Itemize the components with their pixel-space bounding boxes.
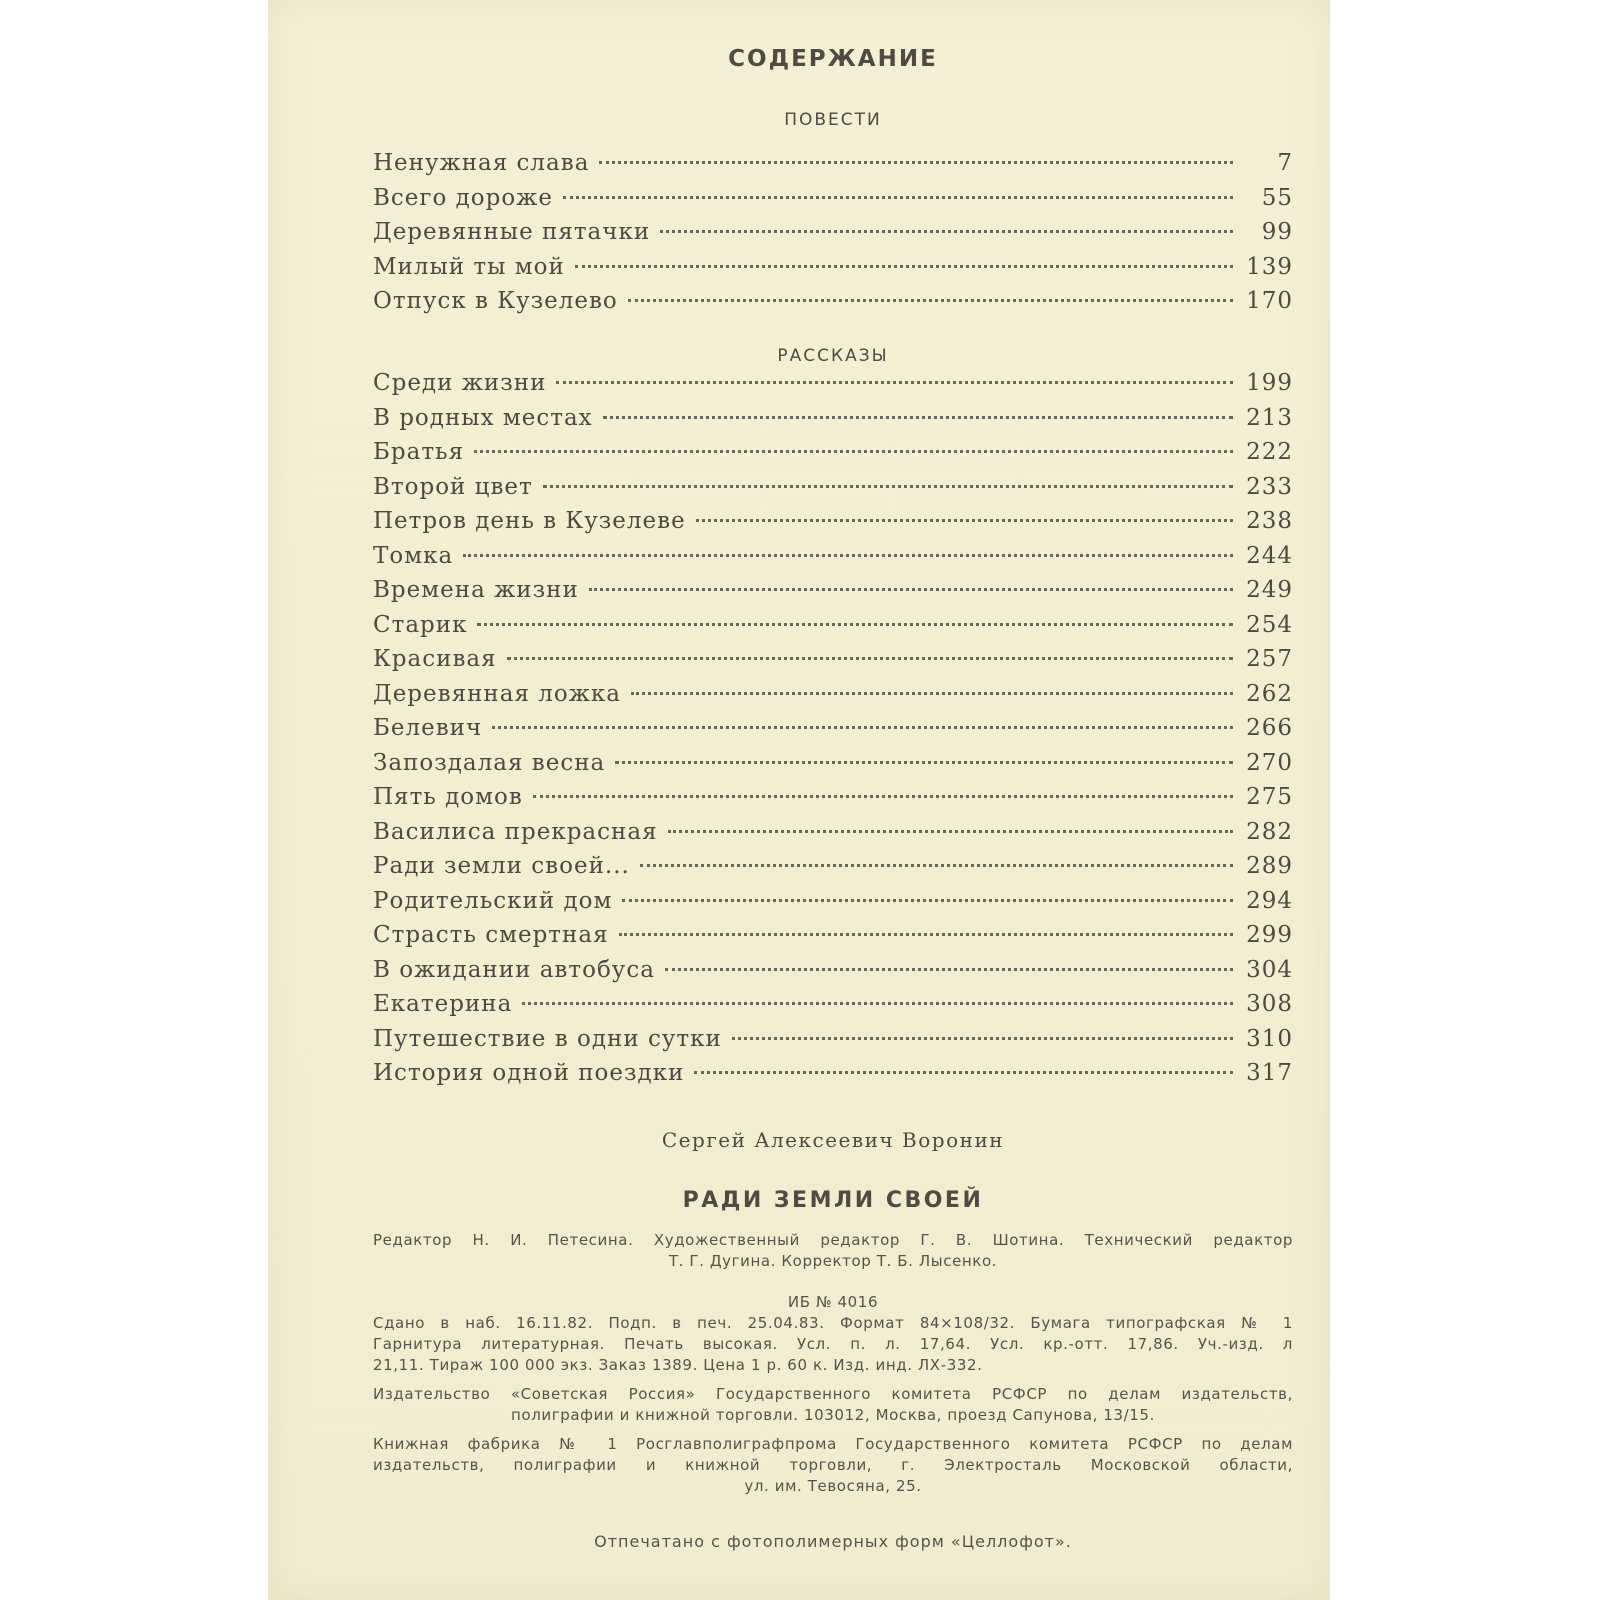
editors-credits: [373, 1230, 1293, 1272]
leader-dots: [556, 381, 1233, 384]
author-name: Сергей Алексеевич Воронин: [661, 1128, 1005, 1152]
toc-entry-title: Старик: [373, 611, 468, 638]
toc-entry: [373, 288, 1293, 323]
toc-entry-title: Родительский дом: [373, 887, 613, 914]
leader-dots: [665, 968, 1233, 971]
toc-entry: [373, 405, 1293, 440]
toc-entry-title: Среди жизни: [373, 370, 547, 396]
toc-entry: [373, 150, 1293, 185]
toc-entry-page: 294: [1246, 887, 1293, 914]
publisher-info: [373, 1384, 1293, 1426]
toc-entry-title: Петров день в Кузелеве: [373, 508, 686, 534]
leader-dots: [696, 519, 1233, 522]
printing-note: Отпечатано с фотополимерных форм «Целлофот».: [594, 1532, 1072, 1551]
toc-entry-title: Времена жизни: [373, 577, 579, 603]
leader-dots: [543, 485, 1233, 488]
toc-entry-page: 308: [1246, 991, 1293, 1017]
toc-entry: [373, 1026, 1293, 1061]
factory-info: [373, 1434, 1293, 1497]
toc-entry: [373, 1060, 1293, 1095]
toc-entry-title: Деревянная ложка: [373, 680, 621, 707]
toc-entry: [373, 784, 1293, 819]
book-page: [268, 0, 1330, 1600]
toc-entry-title: Милый ты мой: [373, 253, 565, 280]
leader-dots: [628, 299, 1233, 302]
toc-entry-title: В родных местах: [373, 404, 593, 431]
toc-entry-title: Отпуск в Кузелево: [373, 288, 618, 314]
toc-entry: [373, 888, 1293, 923]
toc-entry-page: 262: [1246, 680, 1293, 707]
toc-entry-title: Запоздалая весна: [373, 749, 606, 776]
leader-dots: [522, 1002, 1233, 1005]
toc-entry: [373, 254, 1293, 289]
leader-dots: [533, 795, 1233, 798]
toc-entry-page: 275: [1246, 784, 1293, 810]
leader-dots: [507, 657, 1233, 660]
leader-dots: [563, 196, 1233, 199]
toc-entry: [373, 474, 1293, 509]
toc-entry-page: 233: [1246, 473, 1293, 500]
toc-entry-page: 304: [1246, 956, 1293, 983]
toc-entry-page: 7: [1277, 150, 1293, 176]
toc-entry-title: Страсть смертная: [373, 922, 609, 948]
toc-entry: [373, 991, 1293, 1026]
toc-entry-title: Томка: [373, 542, 454, 569]
editors-line: Редактор Н. И. Петесина. Художественный редактор Г. В. Шотина. Технический редактор: [373, 1231, 1293, 1249]
toc-entry-title: Ненужная слава: [373, 150, 590, 176]
contents-title: СОДЕРЖАНИЕ: [728, 46, 938, 72]
leader-dots: [668, 830, 1233, 833]
toc-entry-page: 289: [1246, 853, 1293, 879]
toc-entry-page: 249: [1246, 577, 1293, 603]
publisher-line: полиграфии и книжной торговли. 103012, Москва, проезд Сапунова, 13/15.: [511, 1406, 1155, 1424]
toc-entry: [373, 853, 1293, 888]
toc-entry: [373, 750, 1293, 785]
print-line: 21,11. Тираж 100 000 экз. Заказ 1389. Цена 1 р. 60 к. Изд. инд. ЛХ-332.: [373, 1356, 983, 1374]
leader-dots: [603, 416, 1233, 419]
leader-dots: [474, 450, 1233, 453]
toc-entry-title: Второй цвет: [373, 473, 533, 500]
factory-line: ул. им. Тевосяна, 25.: [744, 1477, 922, 1495]
toc-entry-page: 254: [1246, 611, 1293, 638]
toc-entry-page: 244: [1246, 542, 1293, 569]
leader-dots: [694, 1071, 1233, 1074]
toc-entry-title: Деревянные пятачки: [373, 219, 651, 245]
toc-entry-title: Братья: [373, 439, 465, 465]
toc-entry: [373, 681, 1293, 716]
toc-entry: [373, 957, 1293, 992]
leader-dots: [660, 230, 1233, 233]
toc-entry-page: 317: [1246, 1060, 1293, 1086]
toc-entry: [373, 439, 1293, 474]
toc-entry-title: Ради земли своей...: [373, 853, 630, 879]
toc-entry: [373, 577, 1293, 612]
toc-entry-page: 213: [1246, 404, 1293, 431]
section-heading-povesti: ПОВЕСТИ: [784, 110, 882, 130]
toc-entry: [373, 922, 1293, 957]
toc-entry: [373, 543, 1293, 578]
toc-entry: [373, 508, 1293, 543]
leader-dots: [631, 692, 1233, 695]
toc-list-rasskazy: [373, 370, 1293, 1095]
toc-entry-title: История одной поездки: [373, 1060, 685, 1086]
toc-entry-page: 199: [1246, 370, 1293, 396]
toc-entry: [373, 715, 1293, 750]
publisher-line: Издательство «Советская Россия» Государственного комитета РСФСР по делам издательств,: [373, 1385, 1293, 1403]
toc-entry-title: Пять домов: [373, 784, 523, 810]
toc-list-povesti: [373, 150, 1293, 323]
print-line: Сдано в наб. 16.11.82. Подп. в печ. 25.04.83. Формат 84×108/32. Бумага типографская № 1: [373, 1314, 1293, 1332]
editors-line: Т. Г. Дугина. Корректор Т. Б. Лысенко.: [668, 1252, 998, 1270]
toc-entry-title: Красивая: [373, 646, 497, 672]
leader-dots: [622, 899, 1233, 902]
ib-number: ИБ № 4016: [787, 1293, 879, 1311]
toc-entry-page: 270: [1246, 749, 1293, 776]
toc-entry-title: Всего дороже: [373, 184, 553, 211]
section-heading-rasskazy: РАССКАЗЫ: [777, 346, 889, 366]
toc-entry: [373, 219, 1293, 254]
factory-line: издательств, полиграфии и книжной торговли, г. Электросталь Московской области,: [373, 1456, 1293, 1474]
leader-dots: [615, 761, 1233, 764]
leader-dots: [619, 933, 1233, 936]
book-title: РАДИ ЗЕМЛИ СВОЕЙ: [682, 1188, 984, 1213]
leader-dots: [640, 864, 1233, 867]
toc-entry-page: 238: [1246, 508, 1293, 534]
print-line: Гарнитура литературная. Печать высокая. Усл. п. л. 17,64. Усл. кр.-отт. 17,86. Уч.-изд. л: [373, 1335, 1293, 1353]
toc-entry-title: В ожидании автобуса: [373, 956, 655, 983]
toc-entry-page: 99: [1261, 219, 1293, 245]
toc-entry-title: Белевич: [373, 715, 483, 741]
toc-entry-page: 222: [1246, 439, 1293, 465]
toc-entry-page: 55: [1261, 184, 1293, 211]
toc-entry: [373, 185, 1293, 220]
toc-entry-title: Путешествие в одни сутки: [373, 1025, 722, 1052]
toc-entry-page: 257: [1246, 646, 1293, 672]
toc-entry: [373, 370, 1293, 405]
toc-entry: [373, 646, 1293, 681]
leader-dots: [589, 588, 1233, 591]
toc-entry-page: 266: [1246, 715, 1293, 741]
leader-dots: [575, 265, 1233, 268]
toc-entry-title: Екатерина: [373, 991, 513, 1017]
leader-dots: [732, 1037, 1233, 1040]
toc-entry-page: 139: [1246, 253, 1293, 280]
leader-dots: [477, 623, 1233, 626]
toc-entry: [373, 612, 1293, 647]
printing-details: [373, 1292, 1293, 1376]
page-content: [373, 0, 1293, 1600]
leader-dots: [492, 726, 1233, 729]
leader-dots: [463, 554, 1233, 557]
toc-entry-page: 170: [1246, 288, 1293, 314]
toc-entry-page: 310: [1246, 1025, 1293, 1052]
toc-entry: [373, 819, 1293, 854]
leader-dots: [599, 161, 1233, 164]
factory-line: Книжная фабрика № 1 Росглавполиграфпрома Государственного комитета РСФСР по делам: [373, 1435, 1293, 1453]
toc-entry-title: Василиса прекрасная: [373, 818, 658, 845]
toc-entry-page: 299: [1246, 922, 1293, 948]
toc-entry-page: 282: [1246, 818, 1293, 845]
